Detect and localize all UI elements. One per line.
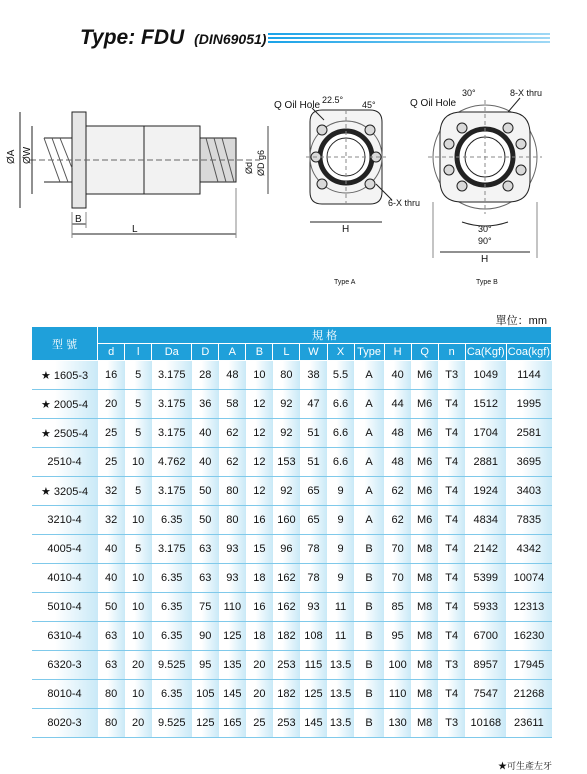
table-header-row-group [32,327,552,344]
table-cell: A [354,506,384,535]
table-cell: 25 [98,448,125,477]
oil-hole-a-label: Q Oil Hole [274,100,321,111]
table-cell: 70 [384,535,411,564]
type-b-label: Type B [476,279,498,286]
table-cell: 11 [327,593,354,622]
table-cell: 63 [192,535,219,564]
table-cell: 110 [219,593,246,622]
column-header: B [246,344,273,361]
table-cell: 58 [219,390,246,419]
table-cell: T4 [438,477,465,506]
table-cell: 1995 [506,390,551,419]
table-cell: 11 [327,622,354,651]
table-cell: 105 [192,680,219,709]
table-cell: 40 [192,448,219,477]
table-cell: 48 [384,419,411,448]
table-row [32,477,552,506]
table-cell: 16230 [506,622,551,651]
table-cell: 145 [219,680,246,709]
model-cell: 8010-4 [32,680,98,709]
column-header: Q [411,344,438,361]
table-cell: 62 [384,506,411,535]
table-cell: 9 [327,506,354,535]
column-header: X [327,344,354,361]
table-cell: 6.35 [152,622,192,651]
table-cell: 9.525 [152,709,192,738]
table-cell: A [354,419,384,448]
table-cell: 23611 [506,709,551,738]
table-cell: 135 [219,651,246,680]
table-cell: 40 [384,361,411,390]
table-cell: 9 [327,535,354,564]
table-cell: A [354,448,384,477]
table-cell: 9 [327,477,354,506]
table-cell: 75 [192,593,219,622]
column-header: Da [152,344,192,361]
column-header: L [273,344,300,361]
table-cell: 2581 [506,419,551,448]
table-cell: A [354,361,384,390]
table-cell: 16 [98,361,125,390]
table-row [32,361,552,390]
dim-w-label: ØW [22,146,33,164]
table-cell: 6.6 [327,390,354,419]
table-cell: 92 [273,477,300,506]
model-cell: 5010-4 [32,593,98,622]
table-cell: M6 [411,506,438,535]
model-cell: 6320-3 [32,651,98,680]
table-cell: 4834 [465,506,506,535]
table-cell: M8 [411,709,438,738]
table-cell: 78 [300,564,327,593]
table-cell: M6 [411,477,438,506]
holes-a-label: 6-X thru [388,198,421,208]
table-cell: 62 [384,477,411,506]
table-cell: 28 [192,361,219,390]
table-row [32,564,552,593]
table-cell: 15 [246,535,273,564]
table-cell: B [354,680,384,709]
table-cell: 5 [125,535,152,564]
table-cell: 5399 [465,564,506,593]
table-cell: 6.35 [152,564,192,593]
type-a-label: Type A [334,279,356,286]
table-cell: 44 [384,390,411,419]
model-cell: 4005-4 [32,535,98,564]
table-cell: T4 [438,564,465,593]
table-cell: 93 [219,535,246,564]
table-cell: 3.175 [152,390,192,419]
table-cell: 25 [246,709,273,738]
table-cell: T4 [438,390,465,419]
table-cell: 93 [219,564,246,593]
oil-hole-b-label: Q Oil Hole [410,98,457,109]
table-cell: 80 [219,506,246,535]
table-cell: 95 [192,651,219,680]
table-cell: 2142 [465,535,506,564]
table-cell: 40 [192,419,219,448]
table-cell: 2881 [465,448,506,477]
model-cell: ★ 2505-4 [32,419,98,448]
table-cell: 10 [125,593,152,622]
side-view-drawing [20,112,268,238]
table-cell: M8 [411,622,438,651]
column-header: Ca(Kgf) [465,344,506,361]
table-cell: 92 [273,390,300,419]
column-header: A [219,344,246,361]
table-row [32,593,552,622]
table-cell: M8 [411,593,438,622]
table-cell: 5 [125,361,152,390]
table-cell: 62 [219,419,246,448]
table-cell: 13.5 [327,709,354,738]
table-cell: 7835 [506,506,551,535]
table-cell: M8 [411,651,438,680]
table-header-row-columns [32,344,552,361]
table-cell: T3 [438,709,465,738]
table-cell: 100 [384,651,411,680]
table-cell: 51 [300,419,327,448]
column-header: W [300,344,327,361]
spec-table-body [32,361,552,738]
table-cell: 40 [98,564,125,593]
table-cell: 20 [246,651,273,680]
table-cell: 12 [246,419,273,448]
column-header: D [192,344,219,361]
column-header: n [438,344,465,361]
table-cell: 80 [98,709,125,738]
table-cell: 32 [98,506,125,535]
holes-b-label: 8-X thru [510,88,543,98]
table-cell: B [354,593,384,622]
table-cell: 18 [246,564,273,593]
table-row [32,622,552,651]
table-cell: 13.5 [327,680,354,709]
table-cell: 6.6 [327,419,354,448]
table-cell: 38 [300,361,327,390]
column-header: Type [354,344,384,361]
table-cell: 21268 [506,680,551,709]
table-cell: 145 [300,709,327,738]
table-cell: 115 [300,651,327,680]
table-cell: 130 [384,709,411,738]
title-main: Type: FDU [80,26,185,49]
angle-a1-label: 22.5° [322,95,344,105]
table-cell: 5.5 [327,361,354,390]
table-cell: 10 [125,448,152,477]
page-title [80,26,266,50]
table-cell: 7547 [465,680,506,709]
spec-table [31,326,552,738]
table-cell: 65 [300,477,327,506]
table-cell: 1144 [506,361,551,390]
column-header: Coa(kgf) [506,344,551,361]
model-cell: 6310-4 [32,622,98,651]
table-cell: 6.35 [152,593,192,622]
table-cell: 47 [300,390,327,419]
table-cell: 5 [125,390,152,419]
table-cell: 80 [273,361,300,390]
table-cell: 62 [219,448,246,477]
table-cell: 63 [192,564,219,593]
table-cell: T4 [438,680,465,709]
dim-l-label: L [132,224,138,235]
table-cell: 95 [384,622,411,651]
table-cell: T4 [438,593,465,622]
table-cell: 6700 [465,622,506,651]
model-cell: 2510-4 [32,448,98,477]
table-cell: 12 [246,390,273,419]
table-cell: B [354,564,384,593]
table-cell: 78 [300,535,327,564]
table-row [32,419,552,448]
table-cell: 16 [246,506,273,535]
table-cell: 4342 [506,535,551,564]
dim-d-label: Ød [244,161,254,174]
table-cell: 253 [273,651,300,680]
table-row [32,506,552,535]
angle-b2-label: 30° [478,224,492,234]
table-cell: 50 [192,477,219,506]
table-cell: M6 [411,361,438,390]
title-sub: (DIN69051) [194,31,267,47]
table-row [32,709,552,738]
flange-type-b-drawing [428,98,542,258]
table-cell: 12 [246,477,273,506]
table-cell: 110 [384,680,411,709]
table-cell: M6 [411,419,438,448]
table-cell: 125 [219,622,246,651]
angle-a2-label: 45° [362,100,376,110]
table-row [32,680,552,709]
dim-b-label: B [75,214,82,225]
table-cell: 20 [125,709,152,738]
table-cell: 160 [273,506,300,535]
table-cell: 10 [246,361,273,390]
table-cell: B [354,622,384,651]
table-cell: 20 [125,651,152,680]
model-cell: ★ 2005-4 [32,390,98,419]
table-cell: 80 [219,477,246,506]
table-cell: 96 [273,535,300,564]
model-cell: 8020-3 [32,709,98,738]
table-cell: 17945 [506,651,551,680]
table-cell: 3.175 [152,477,192,506]
table-cell: 4.762 [152,448,192,477]
table-cell: 125 [192,709,219,738]
table-cell: 48 [384,448,411,477]
table-cell: 70 [384,564,411,593]
table-cell: T4 [438,506,465,535]
header [0,0,587,70]
title-stripes [268,33,550,45]
table-cell: 3.175 [152,361,192,390]
table-cell: 36 [192,390,219,419]
table-cell: 5933 [465,593,506,622]
table-cell: 5 [125,419,152,448]
unit-label: 單位：mm [495,315,547,327]
table-cell: 50 [192,506,219,535]
table-cell: 25 [98,419,125,448]
table-cell: 10168 [465,709,506,738]
angle-b1-label: 30° [462,88,476,98]
table-cell: T4 [438,448,465,477]
table-cell: T3 [438,651,465,680]
table-cell: 32 [98,477,125,506]
table-cell: 162 [273,564,300,593]
spec-group-header: 規 格 [98,327,552,344]
table-cell: 3.175 [152,419,192,448]
table-cell: 1512 [465,390,506,419]
table-cell: T4 [438,622,465,651]
table-cell: 125 [300,680,327,709]
table-cell: 9 [327,564,354,593]
flange-type-a-drawing [306,108,392,222]
table-cell: 92 [273,419,300,448]
table-cell: 6.35 [152,680,192,709]
table-cell: 63 [98,622,125,651]
table-cell: 93 [300,593,327,622]
table-cell: 10 [125,506,152,535]
table-cell: M6 [411,390,438,419]
column-header: l [125,344,152,361]
table-cell: B [354,535,384,564]
table-cell: 65 [300,506,327,535]
h-b-label: H [481,254,489,265]
table-cell: 48 [219,361,246,390]
table-cell: 85 [384,593,411,622]
table-cell: 182 [273,622,300,651]
table-cell: B [354,651,384,680]
table-cell: 6.6 [327,448,354,477]
table-cell: 162 [273,593,300,622]
table-cell: 3403 [506,477,551,506]
footnote: ★可生產左牙 [497,761,552,771]
table-cell: 16 [246,593,273,622]
table-cell: 9.525 [152,651,192,680]
table-cell: M8 [411,535,438,564]
table-cell: 153 [273,448,300,477]
dim-a-label: ØA [6,149,17,164]
table-cell: 1924 [465,477,506,506]
table-cell: 51 [300,448,327,477]
table-cell: 3.175 [152,535,192,564]
table-row [32,651,552,680]
table-cell: 12 [246,448,273,477]
table-cell: A [354,477,384,506]
table-cell: T4 [438,535,465,564]
table-cell: 165 [219,709,246,738]
column-header: d [98,344,125,361]
table-cell: M8 [411,680,438,709]
table-cell: 3695 [506,448,551,477]
table-cell: 50 [98,593,125,622]
table-cell: 40 [98,535,125,564]
table-cell: 13.5 [327,651,354,680]
table-cell: 253 [273,709,300,738]
model-header: 型 號 [32,327,98,361]
column-header: H [384,344,411,361]
model-cell: 3210-4 [32,506,98,535]
table-cell: 80 [98,680,125,709]
table-row [32,390,552,419]
table-cell: 1704 [465,419,506,448]
model-cell: ★ 3205-4 [32,477,98,506]
table-cell: 108 [300,622,327,651]
model-cell: 4010-4 [32,564,98,593]
model-cell: ★ 1605-3 [32,361,98,390]
table-cell: 10 [125,622,152,651]
table-cell: M6 [411,448,438,477]
table-row [32,448,552,477]
table-cell: 20 [98,390,125,419]
table-cell: 1049 [465,361,506,390]
table-cell: 63 [98,651,125,680]
table-cell: 8957 [465,651,506,680]
table-cell: 90 [192,622,219,651]
dim-dg6-label: ØD g6 [256,149,266,176]
table-cell: 5 [125,477,152,506]
table-cell: 10 [125,680,152,709]
technical-drawings [0,72,587,302]
table-cell: 12313 [506,593,551,622]
table-cell: 18 [246,622,273,651]
table-cell: T4 [438,419,465,448]
table-cell: A [354,390,384,419]
table-cell: M8 [411,564,438,593]
table-cell: T3 [438,361,465,390]
table-cell: 10074 [506,564,551,593]
h-a-label: H [342,224,350,235]
table-cell: 20 [246,680,273,709]
table-cell: 10 [125,564,152,593]
table-row [32,535,552,564]
angle-b3-label: 90° [478,236,492,246]
table-cell: B [354,709,384,738]
table-cell: 182 [273,680,300,709]
table-cell: 6.35 [152,506,192,535]
